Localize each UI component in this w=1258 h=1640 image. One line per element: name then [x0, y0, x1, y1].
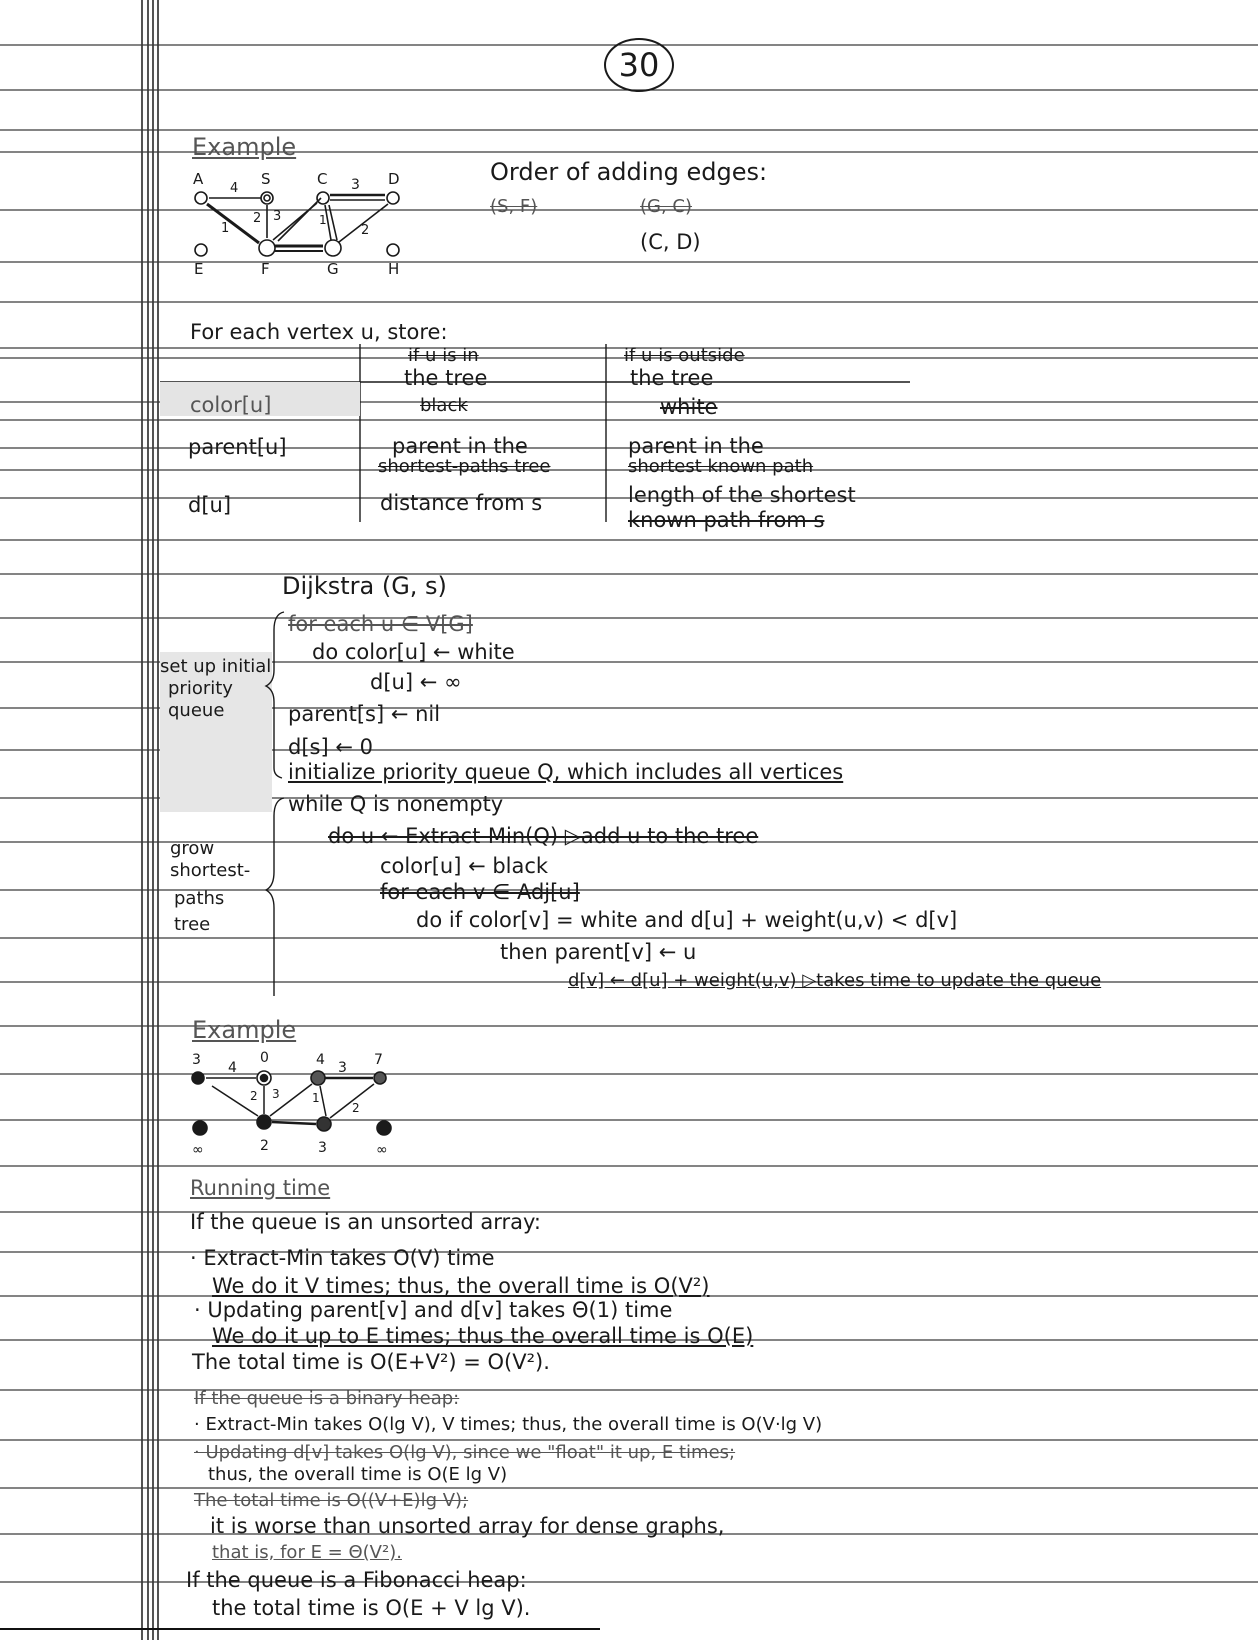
example2-heading: Example: [192, 1016, 297, 1044]
margin-note-2-line3: paths: [174, 888, 225, 909]
algo-line-1: for each u ∈ V[G]: [288, 612, 473, 636]
example1-edge-weight-6: 2: [361, 223, 370, 238]
row-parent-label: parent[u]: [188, 435, 287, 459]
row-d-in: distance from s: [380, 491, 543, 515]
example2-bottom-label-3: ∞: [376, 1142, 388, 1158]
example1-vertex-label-5: F: [261, 260, 270, 278]
example2-edge-weight-1: 3: [272, 1087, 280, 1101]
row-d-label: d[u]: [188, 493, 232, 517]
algo-line-4: parent[s] ← nil: [288, 702, 441, 726]
rt-line-9: · Updating d[v] takes O(lg V), since we "float" it up, E times;: [194, 1442, 736, 1463]
algo-line-9: color[u] ← black: [380, 854, 549, 878]
example1-edge-weight-5: 1: [319, 213, 327, 227]
margin-note-1-line2: priority: [168, 678, 233, 699]
order-edge-3: (C, D): [640, 230, 701, 254]
example2-bottom-label-0: ∞: [192, 1142, 204, 1158]
col-in-line1: if u is in: [408, 345, 479, 366]
row-parent-in-2: shortest-paths tree: [378, 456, 551, 477]
rt-line-2: · Extract-Min takes O(V) time: [190, 1246, 495, 1270]
example2-edge-weight-3: 2: [352, 1101, 360, 1115]
algo-line-7: while Q is nonempty: [288, 792, 504, 816]
page-number: 30: [604, 38, 674, 92]
algo-line-13: d[v] ← d[u] + weight(u,v) ▷takes time to update the queue: [568, 970, 1102, 991]
rt-line-6: The total time is O(E+V²) = O(V²).: [192, 1350, 550, 1374]
col-in-line2: the tree: [404, 366, 488, 390]
example1-vertex-label-7: H: [388, 260, 400, 278]
rt-line-1: If the queue is an unsorted array:: [190, 1210, 541, 1234]
rt-line-11: The total time is O((V+E)lg V);: [194, 1490, 469, 1511]
rt-line-10: thus, the overall time is O(E lg V): [208, 1464, 508, 1485]
rt-line-14: If the queue is a Fibonacci heap:: [186, 1568, 527, 1592]
example2-top-label-1: 4: [228, 1060, 237, 1076]
example1-edge-weight-0: 4: [230, 181, 239, 196]
rt-line-4: · Updating parent[v] and d[v] takes Θ(1) time: [194, 1298, 673, 1322]
example1-edge-weight-2: 3: [273, 209, 282, 224]
rt-line-13: that is, for E = Θ(V²).: [212, 1542, 402, 1563]
example2-edge-weight-2: 1: [312, 1091, 320, 1105]
example1-edge-weight-1: 2: [253, 211, 262, 226]
row-color-in: black: [420, 395, 468, 416]
order-edge-2: (G, C): [640, 196, 693, 217]
rt-line-3: We do it V times; thus, the overall time is O(V²): [212, 1274, 710, 1298]
row-d-out-2: known path from s: [628, 508, 825, 532]
example2-top-label-3: 4: [316, 1052, 325, 1068]
example2-edge-weight-0: 2: [250, 1089, 258, 1103]
example1-vertex-label-3: D: [388, 170, 400, 188]
row-color-label: color[u]: [190, 393, 272, 417]
algo-line-6: initialize priority queue Q, which includes all vertices: [288, 760, 844, 784]
example2-bottom-label-1: 2: [260, 1138, 269, 1154]
order-edge-1: (S, F): [490, 196, 538, 217]
example1-heading: Example: [192, 133, 297, 161]
rt-line-15: the total time is O(E + V lg V).: [212, 1596, 531, 1620]
example2-bottom-label-2: 3: [318, 1140, 327, 1156]
rt-line-12: it is worse than unsorted array for dense graphs,: [210, 1514, 725, 1538]
order-heading: Order of adding edges:: [490, 158, 768, 186]
row-parent-in-1: parent in the: [392, 434, 528, 458]
row-parent-out-2: shortest known path: [628, 456, 814, 477]
example1-graph: [185, 170, 425, 280]
example2-top-label-5: 7: [374, 1052, 383, 1068]
algo-line-8: do u ← Extract-Min(Q) ▷add u to the tree: [328, 824, 759, 848]
example2-top-label-0: 3: [192, 1052, 201, 1068]
algo-line-12: then parent[v] ← u: [500, 940, 697, 964]
row-parent-out-1: parent in the: [628, 434, 764, 458]
algorithm-title: Dijkstra (G, s): [282, 572, 447, 600]
example1-edge-weight-4: 3: [351, 177, 360, 193]
example2-top-label-2: 0: [260, 1050, 269, 1066]
example1-vertex-label-0: A: [193, 170, 204, 188]
margin-note-1-line3: queue: [168, 700, 225, 721]
algo-line-5: d[s] ← 0: [288, 735, 373, 759]
algo-line-2: do color[u] ← white: [312, 640, 515, 664]
example1-vertex-label-1: S: [261, 170, 271, 188]
algo-line-10: for each v ∈ Adj[u]: [380, 880, 580, 904]
rt-line-5: We do it up to E times; thus the overall time is O(E): [212, 1324, 754, 1348]
row-color-out: white: [660, 395, 718, 419]
rt-line-7: If the queue is a binary heap:: [194, 1388, 460, 1409]
col-out-line2: the tree: [630, 366, 714, 390]
example1-vertex-label-6: G: [327, 260, 339, 278]
example1-edge-weight-3: 1: [221, 221, 230, 236]
store-intro: For each vertex u, store:: [190, 320, 448, 344]
algo-line-11: do if color[v] = white and d[u] + weight(u,v) < d[v]: [416, 908, 958, 932]
margin-note-1-line1: set up initial: [160, 656, 272, 677]
margin-note-2-line4: tree: [174, 914, 211, 935]
row-d-out-1: length of the shortest: [628, 483, 856, 507]
rt-line-8: · Extract-Min takes O(lg V), V times; thus, the overall time is O(V·lg V): [194, 1414, 823, 1435]
running-time-heading: Running time: [190, 1176, 331, 1200]
margin-note-2-line2: shortest-: [170, 860, 251, 881]
example1-vertex-label-4: E: [194, 260, 204, 278]
example1-vertex-label-2: C: [317, 170, 328, 188]
col-out-line1: if u is outside: [624, 345, 745, 366]
example2-graph: [188, 1050, 408, 1160]
margin-note-2-line1: grow: [170, 838, 215, 859]
algo-line-3: d[u] ← ∞: [370, 670, 462, 694]
example2-top-label-4: 3: [338, 1060, 347, 1076]
